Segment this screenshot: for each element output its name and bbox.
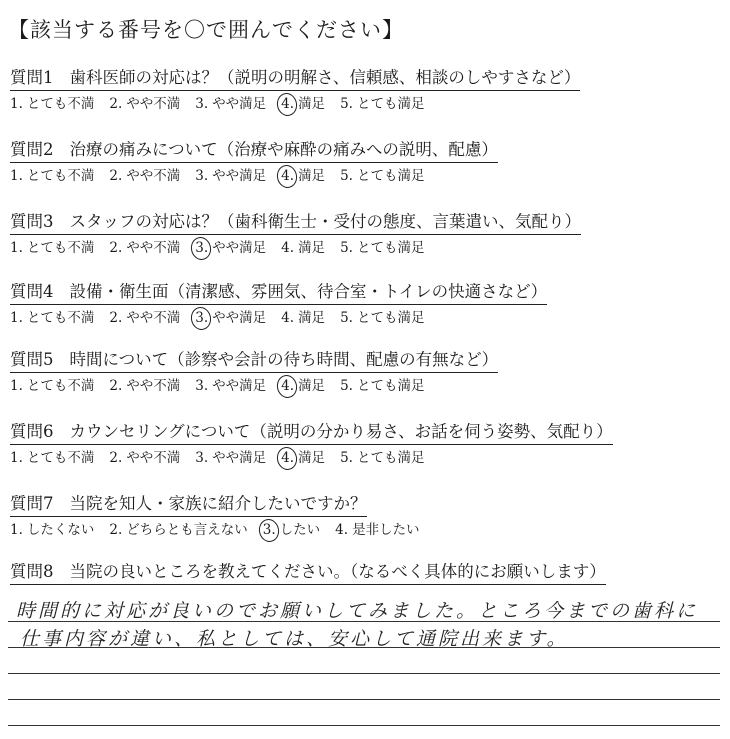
option-label: とても不満 [26,96,95,112]
option-label: やや満足 [212,378,267,394]
question-3 [10,212,725,257]
rating-options [10,239,725,257]
question-2-title [10,140,498,163]
rating-options [10,167,725,185]
question-6 [10,422,725,467]
option-label: やや満足 [212,168,267,184]
question-text: 時間について（診察や会計の待ち時間、配慮の有無など） [69,350,499,369]
question-7-title [10,494,367,517]
option-label: とても不満 [26,450,95,466]
option-label: やや不満 [126,310,181,326]
option-number: 3. [195,96,209,112]
question-text: 歯科医師の対応は？（説明の明解さ、信頼感、相談のしやすさなど） [69,68,581,87]
option-label: とても満足 [356,378,425,394]
rating-option-selected[interactable] [195,309,266,327]
option-number: 4. [281,450,295,466]
option-label: とても満足 [356,96,425,112]
question-4-title [10,282,547,305]
question-number: 質問1 [10,68,54,87]
option-label: 是非したい [352,522,420,538]
rating-option[interactable] [340,377,424,395]
rating-option[interactable] [195,95,266,113]
question-text: スタッフの対応は？（歯科衛生士・受付の態度、言葉遣い、気配り） [69,212,581,231]
question-1 [10,68,725,113]
option-label: 満足 [298,96,326,112]
option-number: 3. [195,450,209,466]
rating-option-selected[interactable] [281,167,325,185]
option-label: やや不満 [126,96,181,112]
option-number: 3. [195,310,209,326]
answer-rule-line [8,725,720,726]
option-number: 2. [109,96,123,112]
option-number: 4. [281,168,295,184]
option-label: 満足 [298,378,326,394]
option-label: とても満足 [356,168,425,184]
rating-option[interactable] [340,309,424,327]
rating-option[interactable] [109,95,180,113]
option-label: したくない [26,522,95,538]
option-number: 1. [10,378,23,394]
option-number: 3. [195,168,209,184]
question-1-title [10,68,580,91]
option-number: 5. [340,168,353,184]
rating-option[interactable] [109,167,180,185]
option-number: 4. [281,378,295,394]
question-number: 質問3 [10,212,54,231]
rating-option[interactable] [281,239,325,257]
rating-option[interactable] [10,377,94,395]
option-label: やや満足 [212,310,267,326]
rating-option-selected[interactable] [195,239,266,257]
rating-option[interactable] [195,449,266,467]
option-label: とても満足 [356,450,425,466]
rating-option-selected[interactable] [263,521,320,539]
rating-option[interactable] [10,95,94,113]
rating-option[interactable] [281,309,325,327]
question-5 [10,350,725,395]
question-text: 当院を知人・家族に紹介したいですか？ [69,494,367,513]
question-number: 質問2 [10,140,54,159]
option-label: やや満足 [212,96,267,112]
question-5-title [10,350,498,373]
option-label: とても不満 [26,240,95,256]
option-label: 満足 [298,450,326,466]
rating-option-selected[interactable] [281,95,325,113]
option-number: 1. [10,240,23,256]
option-label: やや満足 [212,450,267,466]
rating-options [10,95,725,113]
option-label: やや満足 [212,240,267,256]
option-number: 2. [109,450,123,466]
option-number: 1. [10,310,23,326]
question-number: 質問8 [10,562,54,581]
rating-options [10,377,725,395]
option-number: 1. [10,96,23,112]
question-8-title [10,562,606,585]
rating-options [10,521,725,539]
rating-option[interactable] [10,239,94,257]
question-8 [10,562,725,585]
rating-option[interactable] [109,377,180,395]
rating-option[interactable] [335,521,419,539]
option-label: 満足 [298,168,326,184]
option-number: 2. [109,522,123,538]
option-label: とても不満 [26,310,95,326]
question-number: 質問7 [10,494,54,513]
option-number: 1. [10,168,23,184]
option-number: 2. [109,240,123,256]
answer-rule-line [8,699,720,700]
rating-option[interactable] [340,95,424,113]
question-number: 質問5 [10,350,54,369]
option-label: とても満足 [356,310,425,326]
option-number: 4. [335,522,349,538]
option-number: 5. [340,450,353,466]
option-label: やや不満 [126,378,181,394]
option-number: 5. [340,96,353,112]
form-heading: 【該当する番号を〇で囲んでください】 [8,18,404,42]
question-7 [10,494,725,539]
rating-options [10,449,725,467]
rating-option[interactable] [10,449,94,467]
option-number: 5. [340,378,353,394]
option-label: とても満足 [356,240,425,256]
option-number: 2. [109,378,123,394]
option-label: やや不満 [126,168,181,184]
rating-option[interactable] [10,309,94,327]
question-number: 質問6 [10,422,54,441]
option-number: 3. [195,378,209,394]
handwritten-answer-line-1: 時間的に対応が良いのでお願いしてみました。ところ今までの歯科に [16,600,699,622]
question-2 [10,140,725,185]
rating-option-selected[interactable] [281,377,325,395]
option-number: 3. [195,240,209,256]
rating-option[interactable] [109,309,180,327]
option-label: とても不満 [26,378,95,394]
option-number: 2. [109,310,123,326]
rating-option[interactable] [109,239,180,257]
rating-option[interactable] [109,449,180,467]
question-4 [10,282,725,327]
question-3-title [10,212,581,235]
option-label: とても不満 [26,168,95,184]
rating-option[interactable] [10,521,94,539]
option-label: やや不満 [126,240,181,256]
question-6-title [10,422,613,445]
question-text: 当院の良いところを教えてください。（なるべく具体的にお願いします） [69,562,606,581]
rating-option[interactable] [340,239,424,257]
option-label: やや不満 [126,450,181,466]
option-number: 5. [340,310,353,326]
option-number: 2. [109,168,123,184]
option-number: 5. [340,240,353,256]
rating-option[interactable] [340,167,424,185]
question-text: 設備・衛生面（清潔感、雰囲気、待合室・トイレの快適さなど） [69,282,548,301]
option-number: 4. [281,240,295,256]
rating-option[interactable] [10,167,94,185]
option-number: 1. [10,450,23,466]
option-number: 4. [281,310,295,326]
option-number: 4. [281,96,295,112]
rating-option-selected[interactable] [281,449,325,467]
option-number: 1. [10,522,23,538]
handwritten-answer-line-2: 仕事内容が違い、私としては、安心して通院出来ます。 [20,628,569,650]
question-text: 治療の痛みについて（治療や麻酔の痛みへの説明、配慮） [69,140,498,159]
option-number: 3. [262,522,276,538]
rating-options [10,309,725,327]
rating-option[interactable] [340,449,424,467]
option-label: したい [279,522,321,538]
option-label: 満足 [298,310,326,326]
question-text: カウンセリングについて（説明の分かり易さ、お話を伺う姿勢、気配り） [69,422,613,441]
option-label: 満足 [298,240,326,256]
rating-option[interactable] [109,521,247,539]
rating-option[interactable] [195,167,266,185]
rating-option[interactable] [195,377,266,395]
question-number: 質問4 [10,282,54,301]
option-label: どちらとも言えない [126,522,248,538]
answer-rule-line [8,673,720,674]
